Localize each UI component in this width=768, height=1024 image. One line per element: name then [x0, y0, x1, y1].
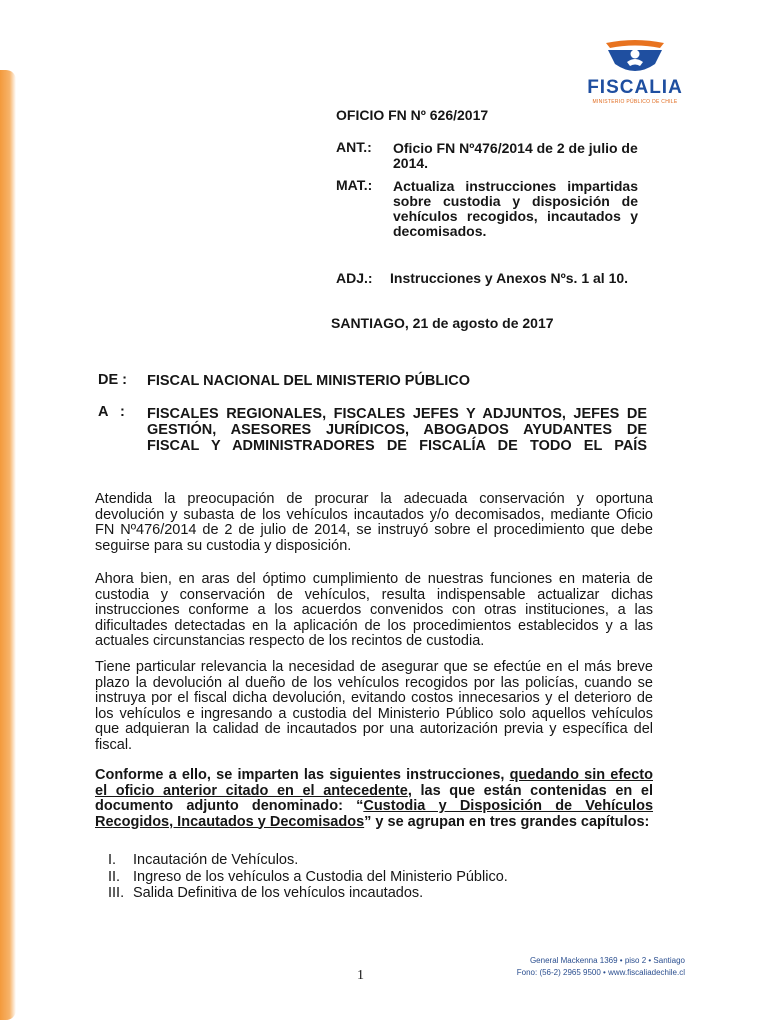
- page-number: 1: [357, 968, 364, 983]
- ant-text: Oficio FN Nº476/2014 de 2 de julio de 2014.: [393, 140, 638, 171]
- mat-text: Actualiza instrucciones impartidas sobre custodia y disposición de vehículos recogidos, incautados y decomisados.: [393, 178, 638, 239]
- orange-edge-stripe: [0, 70, 16, 1020]
- conforme-text-3: ” y se agrupan en tres grandes capítulos:: [364, 813, 650, 830]
- list-item-text: Ingreso de los vehículos a Custodia del Ministerio Público.: [133, 868, 508, 885]
- conforme-underlined-1: quedando sin efecto el oficio anterior citado en el antecedente: [95, 767, 653, 799]
- adj-label: ADJ.:: [336, 270, 373, 286]
- footer-address: General Mackenna 1369 • piso 2 • Santiago: [529, 956, 685, 965]
- list-item-number: III.: [108, 885, 125, 901]
- footer: [490, 955, 685, 979]
- paragraph-1: Atendida la preocupación de procurar la adecuada conservación y oportuna devolución y subasta de los vehículos incautados y/o decomisados, mediante Oficio FN Nº476/2014 de 2 de julio de 2014, se instruyó sobre el procedimiento que debe seguirse para su custodia y disposición.: [95, 491, 653, 554]
- list-item-number: I.: [108, 852, 117, 868]
- a-label: A :: [98, 404, 125, 420]
- de-label: DE :: [98, 372, 127, 388]
- oficio-number: OFICIO FN Nº 626/2017: [336, 107, 489, 123]
- list-item-text: Incautación de Vehículos.: [133, 852, 299, 868]
- paragraph-conforme: [95, 768, 653, 830]
- paragraph-2: Ahora bien, en aras del óptimo cumplimiento de nuestras funciones en materia de custodia y conservación de vehículos, resulta indispensable actualizar dichas instrucciones conforme a los acuerdos convenidos con otras instituciones, a las dificultades detectadas en la aplicación de los procedimientos establecidos y a las actuales circunstancias respecto de los recintos de custodia.: [95, 571, 653, 649]
- list-item-text: Salida Definitiva de los vehículos incautados.: [133, 885, 424, 901]
- date-line: SANTIAGO, 21 de agosto de 2017: [331, 315, 554, 331]
- adj-text: Instrucciones y Anexos Nºs. 1 al 10.: [390, 270, 629, 286]
- list-item-number: II.: [108, 868, 121, 885]
- paragraph-3: Tiene particular relevancia la necesidad de asegurar que se efectúe en el más breve plazo la devolución al dueño de los vehículos recogidos por las policías, cuando se instruya por el fiscal dicha devolución, evitando costos innecesarios y el deterioro de los vehículos e ingresando a custodia del Ministerio Público solo aquellos vehículos que adquieran la calidad de incautados por una autorización previa y específica del fiscal.: [95, 659, 653, 753]
- conforme-underlined-2: Custodia y Disposición de Vehículos Recogidos, Incautados y Decomisados: [95, 798, 654, 830]
- de-text: FISCAL NACIONAL DEL MINISTERIO PÚBLICO: [147, 373, 471, 389]
- a-text: FISCALES REGIONALES, FISCALES JEFES Y ADJUNTOS, JEFES DE GESTIÓN, ASESORES JURÍDICOS, ABOGADOS AYUDANTES DE FISCAL Y ADMINISTRADORES DE FISCALÍA DE TODO EL PAÍS: [147, 406, 647, 454]
- fiscalia-emblem-icon: [600, 40, 670, 76]
- fiscalia-logo: [580, 40, 690, 105]
- ant-label: ANT.:: [336, 139, 372, 155]
- footer-contact: Fono: (56-2) 2965 9500 • www.fiscaliadechile.cl: [516, 968, 685, 977]
- list-item: [108, 869, 508, 886]
- conforme-text-1: Conforme a ello, se imparten las siguientes instrucciones,: [95, 767, 510, 783]
- chapters-list: [108, 852, 508, 902]
- logo-name: FISCALIA: [587, 77, 683, 98]
- mat-label: MAT.:: [336, 177, 373, 193]
- list-item: [108, 885, 508, 902]
- list-item: [108, 852, 508, 869]
- logo-subtitle: MINISTERIO PÚBLICO DE CHILE: [592, 99, 678, 105]
- conforme-text-2: , las que están contenidas en el documento adjunto denominado: “: [95, 782, 653, 814]
